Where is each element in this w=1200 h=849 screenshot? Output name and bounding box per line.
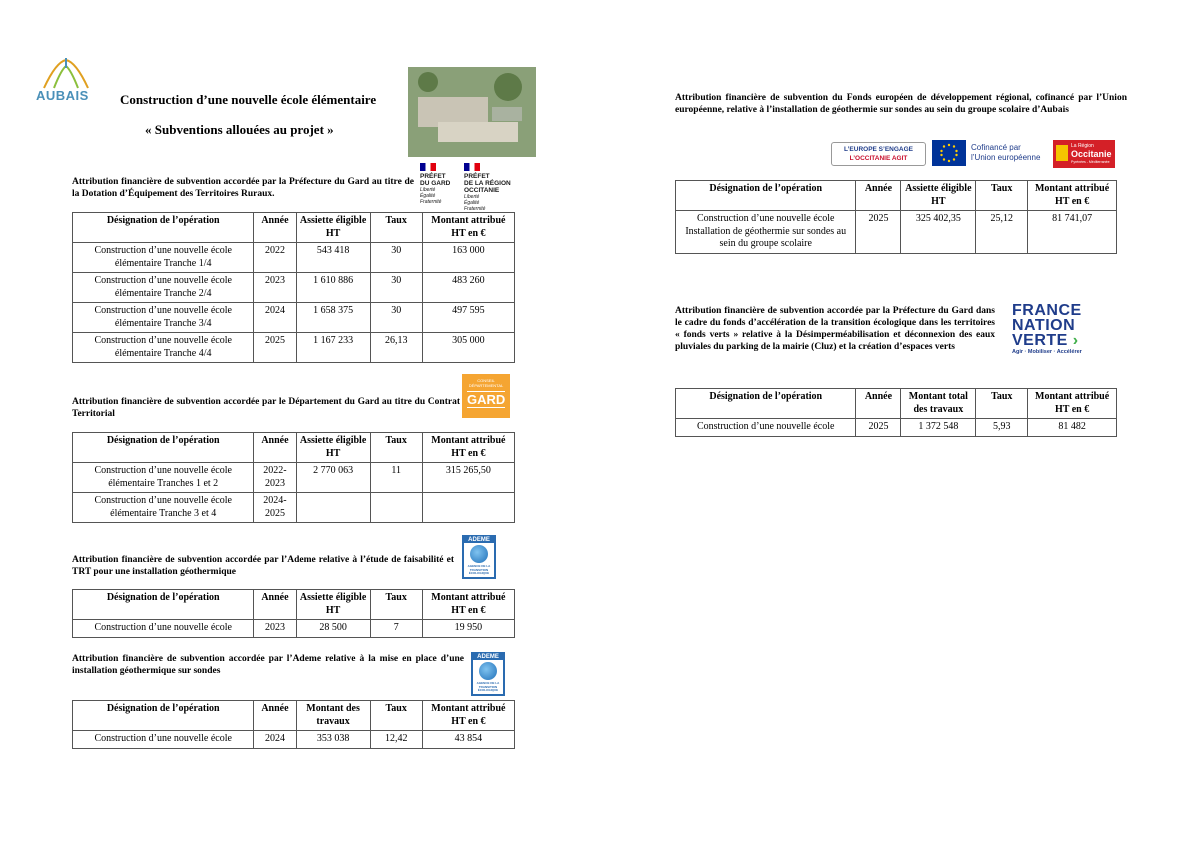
table-cell: 81 741,07 bbox=[1028, 211, 1117, 254]
table-header-cell: Désignation de l’opération bbox=[73, 701, 254, 731]
table-header-cell: Montant attribué HT en € bbox=[422, 433, 514, 463]
table-cell: 325 402,35 bbox=[901, 211, 976, 254]
table-cell: 43 854 bbox=[422, 731, 514, 749]
table-header-cell: Taux bbox=[370, 433, 422, 463]
table-cell: 2022 bbox=[254, 243, 296, 273]
table-cell: 12,42 bbox=[370, 731, 422, 749]
ademe-sondes-table bbox=[72, 700, 515, 749]
gard-department-logo: CONSEIL DÉPARTEMENTAL GARD bbox=[462, 374, 510, 418]
table-cell: 30 bbox=[370, 273, 422, 303]
table-cell bbox=[422, 493, 514, 523]
table-header-cell: Désignation de l’opération bbox=[676, 181, 856, 211]
table-header-cell: Montant attribué HT en € bbox=[422, 701, 514, 731]
table-row bbox=[73, 303, 515, 333]
table-cell: 1 167 233 bbox=[296, 333, 370, 363]
fonds-verts-description: Attribution financière de subvention accordée par la Préfecture du Gard dans le cadre du fonds d’accélération de la transition écologique dans les territoires « fonds verts » relative à la Désimperméabilisation et déconnexion des eaux pluviales du parking de la mairie (Cluz) et la création d’espaces verts bbox=[675, 306, 995, 352]
table-cell bbox=[296, 493, 370, 523]
table-header-cell: Montant des travaux bbox=[296, 701, 370, 731]
fonds-verts-table bbox=[675, 388, 1117, 437]
table-cell: 315 265,50 bbox=[422, 463, 514, 493]
table-cell: 2 770 063 bbox=[296, 463, 370, 493]
eu-flag-icon bbox=[932, 140, 966, 166]
table-header-cell: Assiette éligible HT bbox=[296, 433, 370, 463]
table-cell: 1 610 886 bbox=[296, 273, 370, 303]
table-cell: Construction d’une nouvelle école élémentaire Tranches 1 et 2 bbox=[73, 463, 254, 493]
table-header-cell: Année bbox=[856, 181, 901, 211]
table-header-row bbox=[73, 701, 515, 731]
detr-table bbox=[72, 212, 515, 363]
col-annee: Année bbox=[254, 213, 296, 243]
table-row bbox=[73, 463, 515, 493]
eu-funding-logos bbox=[831, 140, 1117, 168]
table-cell: 163 000 bbox=[422, 243, 514, 273]
table-cell: 81 482 bbox=[1028, 419, 1117, 437]
table-cell: Construction d’une nouvelle école élémentaire Tranche 4/4 bbox=[73, 333, 254, 363]
departement-table bbox=[72, 432, 515, 523]
table-row bbox=[676, 419, 1117, 437]
green-arrow-icon: › bbox=[1067, 332, 1079, 349]
table-header-cell: Assiette éligible HT bbox=[296, 590, 370, 620]
table-cell: 2022-2023 bbox=[254, 463, 296, 493]
ademe-etude-description: Attribution financière de subvention accordée par l’Ademe relative à l’étude de faisabilité et TRT pour une installation géothermique bbox=[72, 555, 454, 577]
page-title: Construction d’une nouvelle école élémentaire bbox=[120, 92, 377, 107]
table-cell: 1 658 375 bbox=[296, 303, 370, 333]
globe-icon bbox=[479, 662, 497, 680]
table-header-cell: Taux bbox=[976, 389, 1028, 419]
table-row bbox=[73, 620, 515, 638]
table-cell: Construction d’une nouvelle école bbox=[676, 419, 856, 437]
table-cell: 543 418 bbox=[296, 243, 370, 273]
table-header-row bbox=[676, 389, 1117, 419]
table-header-cell: Désignation de l’opération bbox=[676, 389, 856, 419]
ademe-logo: ADEME AGENCE DE LA TRANSITION ÉCOLOGIQUE bbox=[471, 652, 505, 696]
table-header-row bbox=[73, 433, 515, 463]
table-header-cell: Désignation de l’opération bbox=[73, 433, 254, 463]
table-cell: 26,13 bbox=[370, 333, 422, 363]
table-header-cell: Montant attribué HT en € bbox=[1028, 389, 1117, 419]
table-row bbox=[73, 273, 515, 303]
church-steeple-icon bbox=[36, 58, 96, 90]
table-cell: 2025 bbox=[254, 333, 296, 363]
aubais-logo-text: AUBAIS bbox=[36, 88, 89, 103]
french-flag-icon bbox=[464, 163, 480, 171]
table-cell: 483 260 bbox=[422, 273, 514, 303]
table-row bbox=[676, 211, 1117, 254]
table-cell: Construction d’une nouvelle école élémentaire Tranche 2/4 bbox=[73, 273, 254, 303]
table-cell: 2024 bbox=[254, 731, 296, 749]
france-nation-verte-logo: FRANCE NATION VERTE › Agir · Mobiliser · Accélérer bbox=[1012, 302, 1082, 355]
table-cell: 2024-2025 bbox=[254, 493, 296, 523]
ademe-sondes-description: Attribution financière de subvention accordée par l’Ademe relative à la mise en place d’une installation géothermique sur sondes bbox=[72, 654, 464, 676]
col-assiette: Assiette éligible HT bbox=[296, 213, 370, 243]
table-cell: 5,93 bbox=[976, 419, 1028, 437]
eu-cofinance-text: Cofinancé par l’Union européenne bbox=[971, 143, 1041, 162]
table-cell: Construction d’une nouvelle école Installation de géothermie sur sondes au sein du groupe scolaire bbox=[676, 211, 856, 254]
table-header-cell: Désignation de l’opération bbox=[73, 590, 254, 620]
table-header-cell: Assiette éligible HT bbox=[901, 181, 976, 211]
table-header-cell: Montant total des travaux bbox=[901, 389, 976, 419]
table-cell: 2023 bbox=[254, 620, 296, 638]
table-header-cell: Taux bbox=[370, 590, 422, 620]
table-cell: 305 000 bbox=[422, 333, 514, 363]
table-cell bbox=[370, 493, 422, 523]
table-header-row bbox=[73, 590, 515, 620]
table-cell: 1 372 548 bbox=[901, 419, 976, 437]
departement-description: Attribution financière de subvention accordée par le Département du Gard au titre du Contrat Territorial bbox=[72, 397, 460, 419]
table-cell: 2025 bbox=[856, 419, 901, 437]
table-cell: 11 bbox=[370, 463, 422, 493]
col-designation: Désignation de l’opération bbox=[73, 213, 254, 243]
table-header-row bbox=[73, 213, 515, 243]
table-header-cell: Taux bbox=[976, 181, 1028, 211]
table-cell: 2023 bbox=[254, 273, 296, 303]
ademe-logo: ADEME AGENCE DE LA TRANSITION ÉCOLOGIQUE bbox=[462, 535, 496, 579]
table-header-cell: Montant attribué HT en € bbox=[422, 590, 514, 620]
table-header-cell: Taux bbox=[370, 701, 422, 731]
table-cell: 2025 bbox=[856, 211, 901, 254]
school-aerial-photo bbox=[408, 67, 536, 157]
table-cell: 30 bbox=[370, 243, 422, 273]
table-row bbox=[73, 333, 515, 363]
detr-description: Attribution financière de subvention accordée par la Préfecture du Gard au titre de la Dotation d’Équipement des Territoires Ruraux. bbox=[72, 177, 414, 199]
table-cell: 2024 bbox=[254, 303, 296, 333]
aubais-logo bbox=[36, 58, 96, 108]
table-header-cell: Année bbox=[254, 590, 296, 620]
col-montant: Montant attribué HT en € bbox=[422, 213, 514, 243]
table-row bbox=[73, 493, 515, 523]
region-occitanie-logo: La Région Occitanie Pyrénées - Méditerranée bbox=[1053, 140, 1115, 168]
page-subtitle: « Subventions allouées au projet » bbox=[145, 122, 334, 137]
prefet-occitanie-logo: PRÉFET DE LA RÉGION OCCITANIE Liberté Égalité Fraternité bbox=[464, 163, 511, 212]
feder-description: Attribution financière de subvention du Fonds européen de développement régional, cofinancé par l’Union européenne, relative à l’installation de géothermie sur sondes au sein du groupe scolaire d’Aubais bbox=[675, 93, 1127, 115]
table-header-cell: Année bbox=[254, 433, 296, 463]
french-flag-icon bbox=[420, 163, 436, 171]
prefet-gard-logo: PRÉFET DU GARD Liberté Égalité Fraternité bbox=[420, 163, 450, 205]
table-header-cell: Année bbox=[856, 389, 901, 419]
feder-table bbox=[675, 180, 1117, 254]
table-header-cell: Année bbox=[254, 701, 296, 731]
table-cell: Construction d’une nouvelle école bbox=[73, 731, 254, 749]
ademe-etude-table bbox=[72, 589, 515, 638]
europe-occitanie-logo: L’EUROPE S’ENGAGE L’OCCITANIE AGIT bbox=[831, 142, 926, 166]
table-cell: 7 bbox=[370, 620, 422, 638]
table-cell: 353 038 bbox=[296, 731, 370, 749]
table-cell: 19 950 bbox=[422, 620, 514, 638]
col-taux: Taux bbox=[370, 213, 422, 243]
table-cell: Construction d’une nouvelle école élémentaire Tranche 3 et 4 bbox=[73, 493, 254, 523]
globe-icon bbox=[470, 545, 488, 563]
aerial-photo-illustration bbox=[408, 67, 536, 157]
table-cell: 28 500 bbox=[296, 620, 370, 638]
table-cell: 25,12 bbox=[976, 211, 1028, 254]
table-row bbox=[73, 243, 515, 273]
table-cell: Construction d’une nouvelle école élémentaire Tranche 3/4 bbox=[73, 303, 254, 333]
table-cell: 497 595 bbox=[422, 303, 514, 333]
table-row bbox=[73, 731, 515, 749]
table-cell: 30 bbox=[370, 303, 422, 333]
table-header-row bbox=[676, 181, 1117, 211]
table-cell: Construction d’une nouvelle école bbox=[73, 620, 254, 638]
table-cell: Construction d’une nouvelle école élémentaire Tranche 1/4 bbox=[73, 243, 254, 273]
table-header-cell: Montant attribué HT en € bbox=[1028, 181, 1117, 211]
